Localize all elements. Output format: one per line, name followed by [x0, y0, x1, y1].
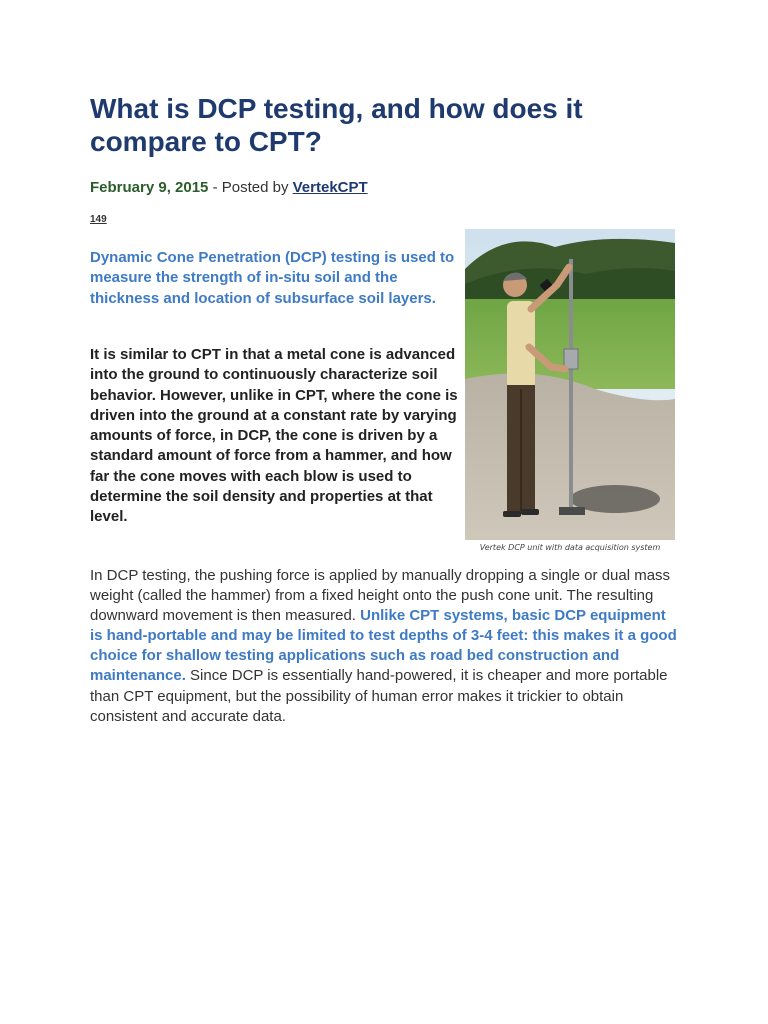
- author-link[interactable]: VertekCPT: [292, 179, 368, 196]
- lead-paragraph: Dynamic Cone Penetration (DCP) testing is used to measure the strength of in-situ soil and the thickness and location of subsurface soil layers.: [90, 249, 455, 307]
- figure-caption: Vertek DCP unit with data acquisition system: [479, 543, 661, 552]
- paragraph-3-text-end: Since DCP is essentially hand-powered, it is cheaper and more portable than CPT equipment, but the possibility of human error makes it trickier to obtain consistent and accurate data.: [90, 667, 668, 725]
- body-paragraph-2: It is similar to CPT in that a metal cone is advanced into the ground to continuously characterize soil behavior. However, unlike in CPT, where the cone is driven into the ground at a constant rate by varying amounts of force, in DCP, the cone is driven by a standard amount of force from a hammer, and how far the cone moves with each blow is used to determine the soil density and properties at that level.: [90, 346, 458, 526]
- body-paragraph-3: [90, 566, 678, 727]
- post-date: February 9, 2015: [90, 179, 209, 196]
- paragraph-3-highlight: Unlike CPT systems, basic DCP equipment is hand-portable and may be limited to test depths of 3-4 feet: this makes it a good choice for shallow testing applications such as road bed construction and maintenance.: [90, 607, 677, 685]
- share-count[interactable]: 149: [90, 214, 107, 225]
- paragraph-3-text: In DCP testing, the pushing force is applied by manually dropping a single or dual mass weight (called the hammer) from a fixed height onto the push cone unit. The resulting downward movement is then measured.: [90, 567, 671, 625]
- byline-separator: - Posted by: [208, 179, 293, 196]
- byline: [90, 178, 368, 198]
- figure: [465, 229, 675, 559]
- article-title: What is DCP testing, and how does it compare to CPT?: [90, 93, 583, 157]
- dcp-field-photo: [465, 229, 675, 540]
